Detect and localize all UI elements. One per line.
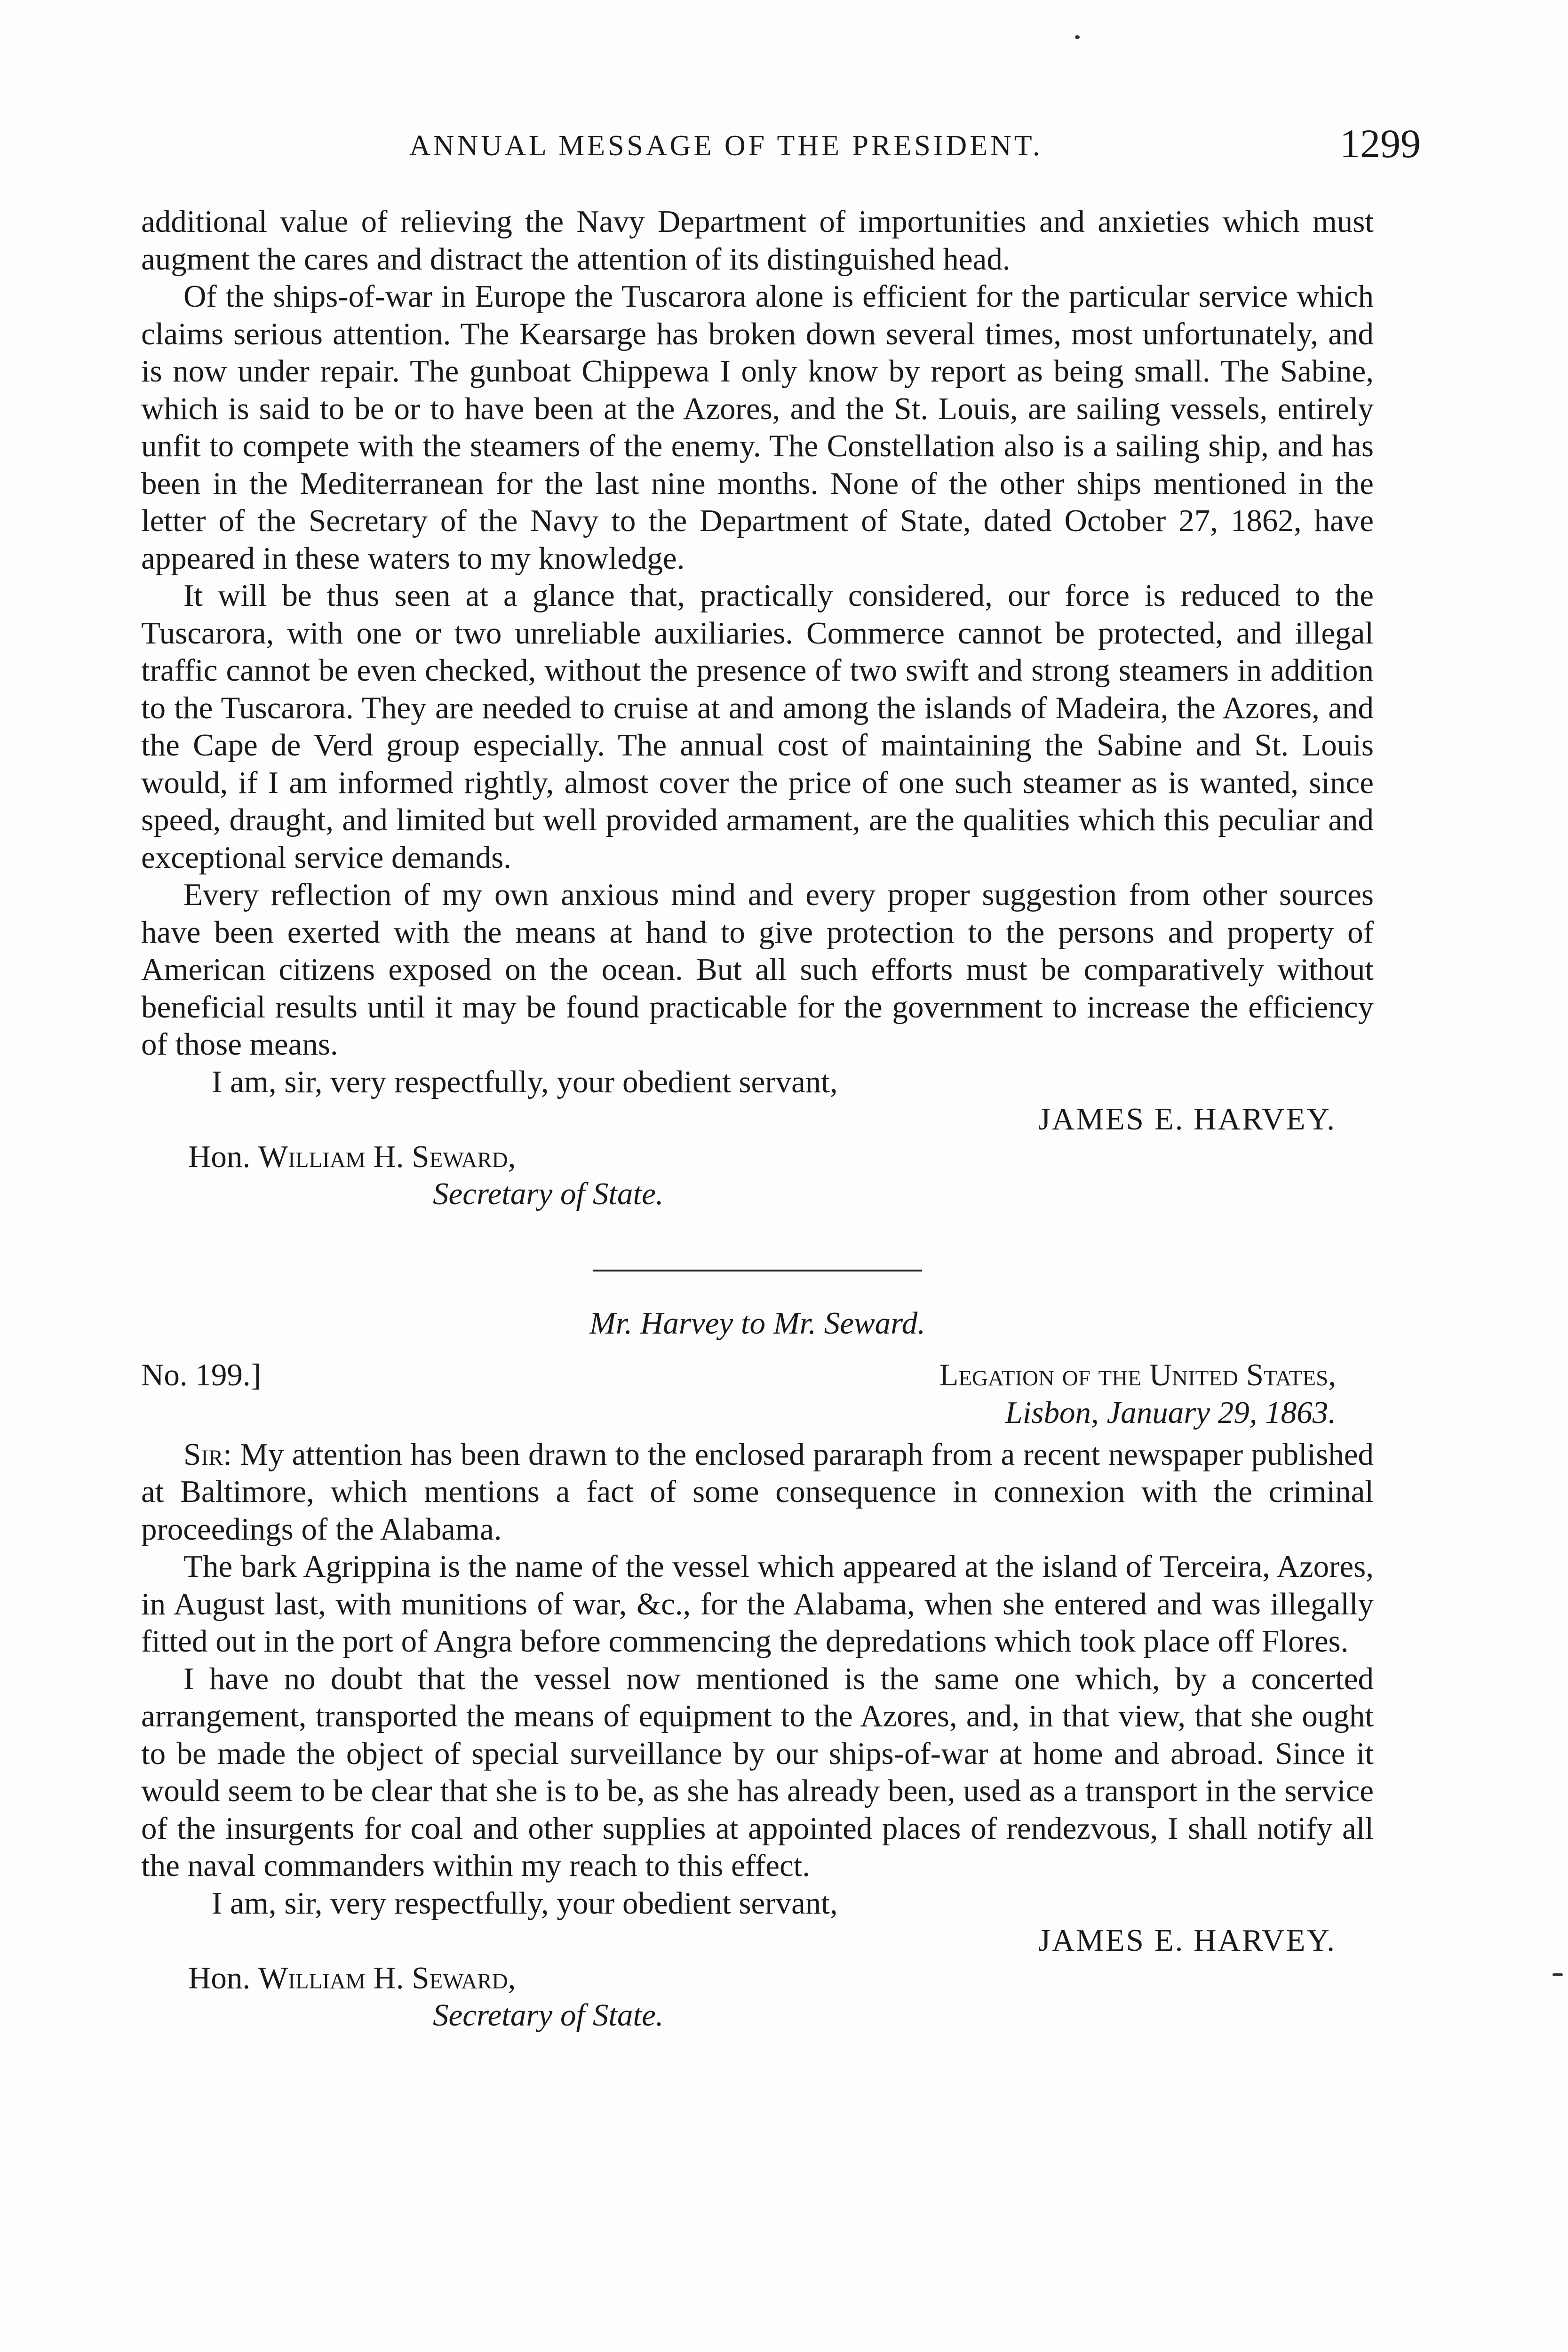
addressee (141, 1960, 1374, 1997)
letter-signature: JAMES E. HARVEY. (1038, 1102, 1336, 1136)
addressee (141, 1138, 1374, 1176)
paragraph: Of the ships-of-war in Europe the Tuscarora alone is efficient for the particular service which claims serious attention. The Kearsarge has broken down several times, most unfortunately, and is now under repair. The gunboat Chippewa I only know by report as being small. The Sabine, which is said to be or to have been at the Azores, and the St. Louis, are sailing vessels, entirely unfit to compete with the steamers of the enemy. The Constellation also is a sailing ship, and has been in the Mediterranean for the last nine months. None of the other ships mentioned in the letter of the Secretary of the Navy to the Department of State, dated October 27, 1862, have appeared in these waters to my knowledge. (141, 279, 1374, 576)
paragraph: It will be thus seen at a glance that, practically considered, our force is reduced to the Tuscarora, with one or two unreliable auxiliaries. Commerce cannot be protected, and illegal traffic cannot be even checked, without the presence of two swift and strong steamers in addition to the Tuscarora. They are needed to cruise at and among the islands of Madeira, the Azores, and the Cape de Verd group especially. The annual cost of maintaining the Sabine and St. Louis would, if I am informed rightly, almost cover the price of one such steamer as is wanted, since speed, draught, and limited but well provided armament, are the qualities which this peculiar and exceptional service demands. (141, 578, 1374, 875)
page-number: 1299 (1340, 121, 1421, 166)
letter-signature: JAMES E. HARVEY. (1038, 1923, 1336, 1958)
paragraph (141, 1436, 1374, 1549)
section-divider (593, 1270, 922, 1271)
addressee-name: William H. Seward, (258, 1960, 516, 1995)
letter-number: No. 199.] (141, 1357, 261, 1392)
addressee-name: William H. Seward, (258, 1139, 516, 1174)
place-date: Lisbon, January 29, 1863. (1005, 1395, 1336, 1430)
dateline-row (141, 1356, 1374, 1394)
body-text (141, 203, 1374, 2034)
addressee-title: Secretary of State. (433, 1998, 664, 2033)
addressee-prefix: Hon. (188, 1960, 251, 1995)
paragraph: The bark Agrippina is the name of the vessel which appeared at the island of Terceira, Azores, in August last, with munitions of war, &c., for the Alabama, when she entered and was illegally fitted out in the port of Angra before commencing the depredations which took place off Flores. (141, 1549, 1374, 1659)
letter-heading: Mr. Harvey to Mr. Seward. (589, 1305, 925, 1341)
paragraph: I have no doubt that the vessel now mentioned is the same one which, by a concerted arrangement, transported the means of equipment to the Azores, and, in that view, that she ought to be made the object of special surveillance by our ships-of-war at home and abroad. Since it would seem to be clear that she is to be, as she has already been, used as a transport in the service of the insurgents for coal and other supplies at appointed places of rendezvous, I shall notify all the naval commanders within my reach to this effect. (141, 1661, 1374, 1883)
running-head: ANNUAL MESSAGE OF THE PRESIDENT. (409, 130, 1043, 162)
ink-speck (1552, 1973, 1563, 1976)
page-header (409, 120, 1421, 166)
salutation: Sir (183, 1437, 223, 1472)
addressee-prefix: Hon. (188, 1139, 251, 1174)
paragraph: Every reflection of my own anxious mind and every proper suggestion from other sources have been exerted with the means at hand to give protection to the persons and property of American citizens exposed on the ocean. But all such efforts must be comparatively without beneficial results until it may be found practicable for the government to increase the efficiency of those means. (141, 877, 1374, 1062)
paragraph: additional value of relieving the Navy Department of importunities and anxieties which must augment the cares and distract the attention of its distinguished head. (141, 204, 1374, 277)
legation-line: Legation of the United States, (939, 1357, 1336, 1392)
ink-speck (1075, 35, 1080, 39)
paragraph-text: : My attention has been drawn to the enclosed pararaph from a recent newspaper published at Baltimore, which mentions a fact of some consequence in connexion with the criminal proceedings of the Alabama. (141, 1437, 1374, 1547)
letter-closing: I am, sir, very respectfully, your obedient servant, (212, 1064, 838, 1099)
letter-closing: I am, sir, very respectfully, your obedient servant, (212, 1885, 838, 1921)
addressee-title: Secretary of State. (433, 1176, 664, 1211)
